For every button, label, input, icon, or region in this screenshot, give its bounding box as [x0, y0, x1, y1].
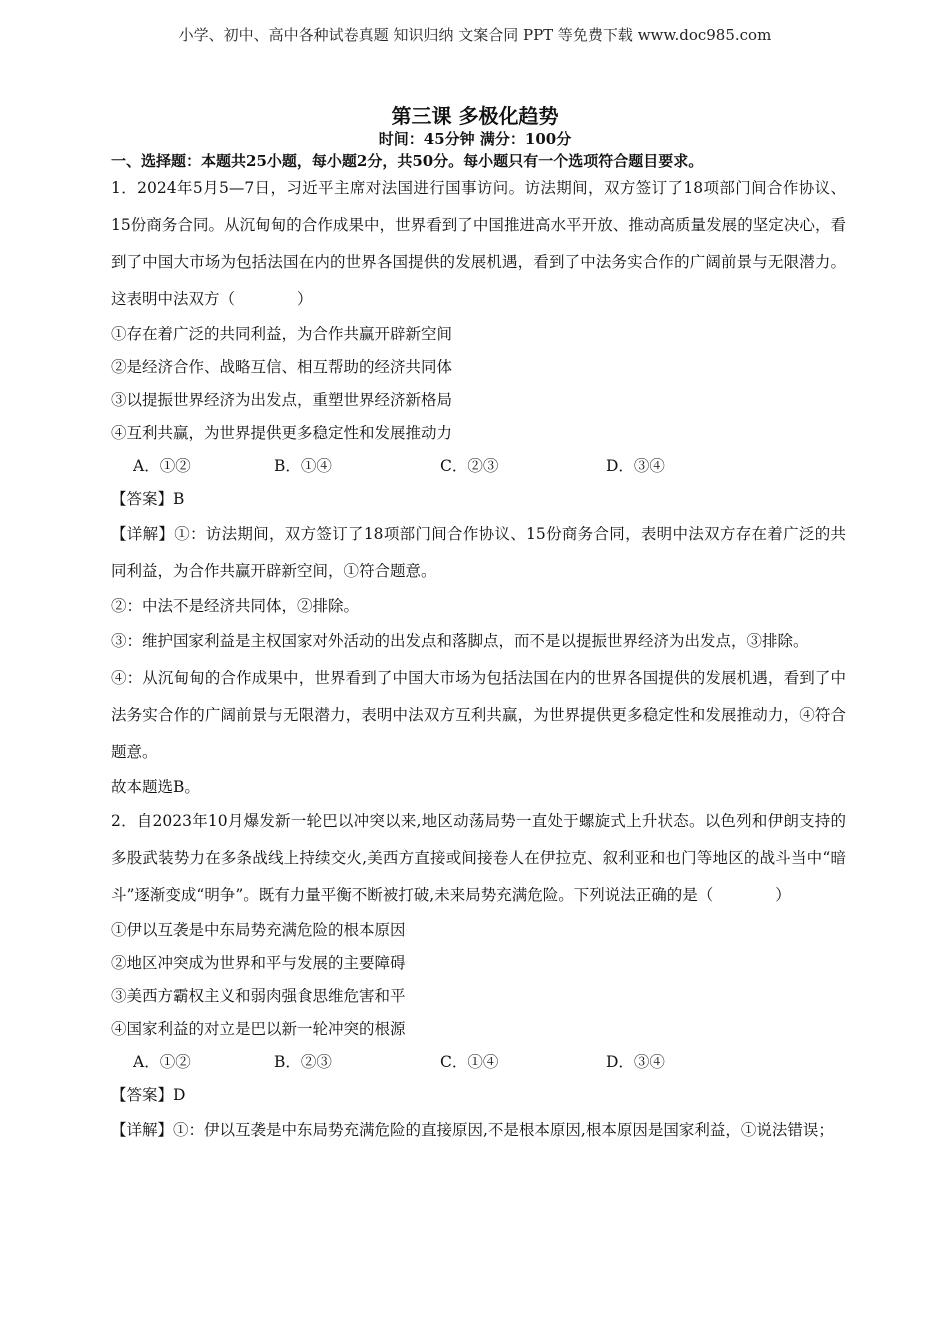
explanation-conclusion: 故本题选B。: [111, 778, 200, 796]
statement: ②是经济合作、战略互信、相互帮助的经济共同体: [111, 358, 453, 376]
question-2: [111, 803, 846, 1149]
statement: ①伊以互袭是中东局势充满危险的根本原因: [111, 921, 406, 939]
option-a: A．①②: [133, 1053, 191, 1071]
statement: ④互利共赢，为世界提供更多稳定性和发展推动力: [111, 424, 453, 442]
statement: ①存在着广泛的共同利益，为合作共赢开辟新空间: [111, 325, 453, 343]
option-b: B．②③: [274, 1053, 332, 1071]
section-heading: 一、选择题：本题共25小题，每小题2分，共50分。每小题只有一个选项符合题目要求。: [111, 152, 704, 170]
document-body: [111, 170, 846, 1149]
option-c: C．①④: [440, 1053, 499, 1071]
option-a: A．①②: [133, 457, 191, 475]
explanation-paragraph: ③：维护国家利益是主权国家对外活动的出发点和落脚点，而不是以提振世界经济为出发点，③排除。: [111, 632, 809, 650]
question-1: [111, 170, 846, 803]
explanation-paragraph: ②：中法不是经济共同体，②排除。: [111, 597, 360, 615]
explanation-paragraph: 【详解】①：伊以互袭是中东局势充满危险的直接原因,不是根本原因,根本原因是国家利益，①说法错误；: [111, 1121, 834, 1139]
explanation-paragraph: ④：从沉甸甸的合作成果中，世界看到了中国大市场为包括法国在内的世界各国提供的发展机遇，看到了中法务实合作的广阔前景与无限潜力，表明中法双方互利共赢，为世界提供更多稳定性和发展推动力，④符合题意。: [111, 669, 846, 761]
statement: ④国家利益的对立是巴以新一轮冲突的根源: [111, 1020, 406, 1038]
exam-info: 时间：45分钟 满分：100分: [378, 130, 572, 148]
statement: ②地区冲突成为世界和平与发展的主要障碍: [111, 954, 406, 972]
question-stem: 1．2024年5月5—7日，习近平主席对法国进行国事访问。访法期间，双方签订了18项部门间合作协议、15份商务合同。从沉甸甸的合作成果中，世界看到了中国推进高水平开放、推动高质量发展的坚定决心，看到了中国大市场为包括法国在内的世界各国提供的发展机遇，看到了中法务实合作的广阔前景与无限潜力。这表明中法双方（ ）: [111, 179, 846, 308]
page-header: 小学、初中、高中各种试卷真题 知识归纳 文案合同 PPT 等免费下载 www.doc985.com: [178, 26, 772, 44]
page-title: 第三课 多极化趋势: [391, 104, 559, 128]
answer-options: [111, 450, 846, 483]
option-b: B．①④: [274, 457, 332, 475]
option-c: C．②③: [440, 457, 499, 475]
question-stem: 2．自2023年10月爆发新一轮巴以冲突以来,地区动荡局势一直处于螺旋式上升状态。以色列和伊朗支持的多股武装势力在多条战线上持续交火,美西方直接或间接卷人在伊拉克、叙利亚和也门等地区的战斗当中“暗斗”逐渐变成“明争”。既有力量平衡不断被打破,未来局势充满危险。下列说法正确的是（ ）: [111, 812, 846, 904]
answer-options: [111, 1046, 846, 1079]
option-d: D．③④: [606, 1053, 665, 1071]
answer-label: 【答案】D: [111, 1086, 186, 1104]
statement: ③美西方霸权主义和弱肉强食思维危害和平: [111, 987, 406, 1005]
answer-label: 【答案】B: [111, 490, 185, 508]
option-d: D．③④: [606, 457, 665, 475]
explanation-paragraph: 【详解】①：访法期间，双方签订了18项部门间合作协议、15份商务合同，表明中法双方存在着广泛的共同利益，为合作共赢开辟新空间，①符合题意。: [111, 525, 846, 580]
statement: ③以提振世界经济为出发点，重塑世界经济新格局: [111, 391, 453, 409]
